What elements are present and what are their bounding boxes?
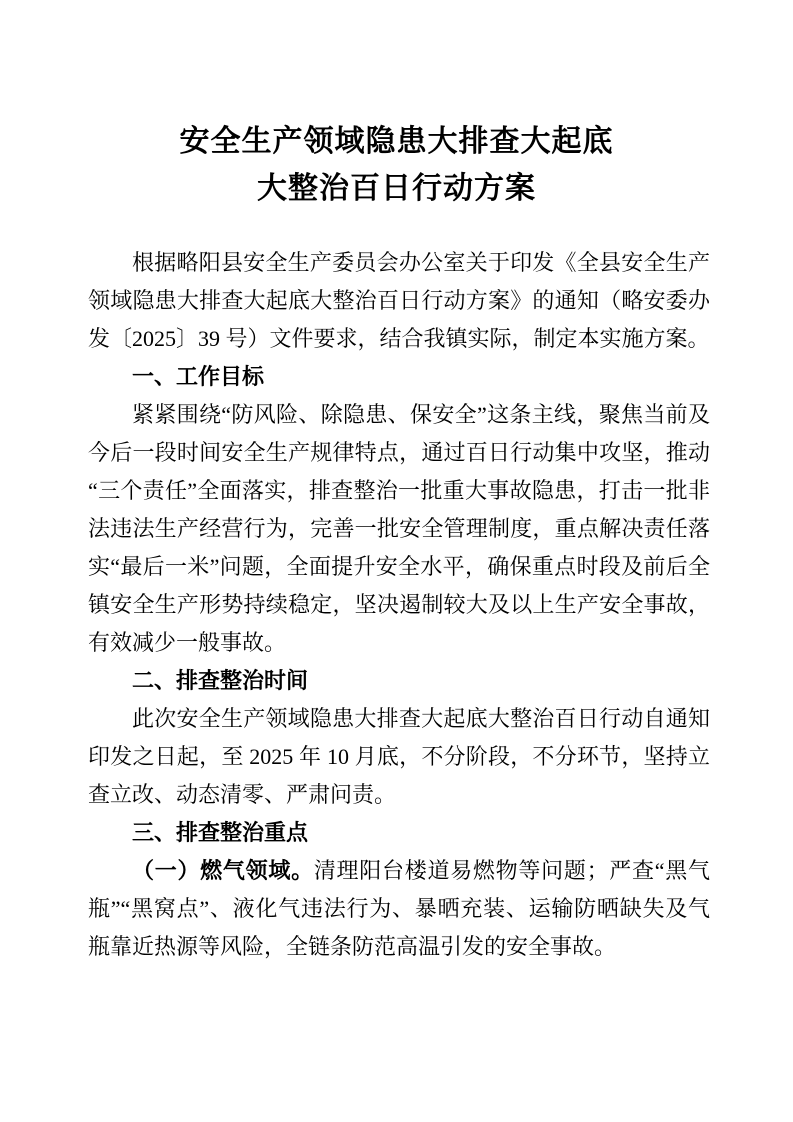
document-body (0, 244, 793, 966)
section-heading-inspection-time: 二、排查整治时间 (132, 668, 309, 693)
section-heading-work-goals: 一、工作目标 (132, 364, 265, 389)
subsection-gas-field-label: （一）燃气领域。 (132, 858, 314, 883)
subsection-gas-field-text: 清理阳台楼道易燃物等问题；严查“黑气瓶”“黑窝点”、液化气违法行为、暴晒充装、运输防晒缺失及气瓶靠近热源等风险，全链条防范高温引发的安全事故。 (88, 858, 710, 959)
section-body-inspection-time: 此次安全生产领域隐患大排查大起底大整治百日行动自通知印发之日起，至 2025 年 10 月底，不分阶段，不分环节，坚持立查立改、动态清零、严肃问责。 (88, 706, 710, 807)
intro-paragraph: 根据略阳县安全生产委员会办公室关于印发《全县安全生产领域隐患大排查大起底大整治百日行动方案》的通知（略安委办发〔2025〕39 号）文件要求，结合我镇实际，制定本实施方案。 (88, 250, 710, 351)
subsection-gas-field (88, 852, 710, 966)
section-heading-inspection-focus: 三、排查整治重点 (132, 820, 309, 845)
document-title-line1: 安全生产领域隐患大排查大起底 (179, 125, 614, 158)
document-title-line2: 大整治百日行动方案 (257, 172, 536, 205)
document-title (0, 0, 793, 212)
section-body-work-goals: 紧紧围绕“防风险、除隐患、保安全”这条主线，聚焦当前及今后一段时间安全生产规律特点，通过百日行动集中攻坚，推动“三个责任”全面落实，排查整治一批重大事故隐患，打击一批非法违法生产经营行为，完善一批安全管理制度，重点解决责任落实“最后一米”问题，全面提升安全水平，确保重点时段及前后全镇安全生产形势持续稳定，坚决遏制较大及以上生产安全事故，有效减少一般事故。 (88, 402, 710, 655)
